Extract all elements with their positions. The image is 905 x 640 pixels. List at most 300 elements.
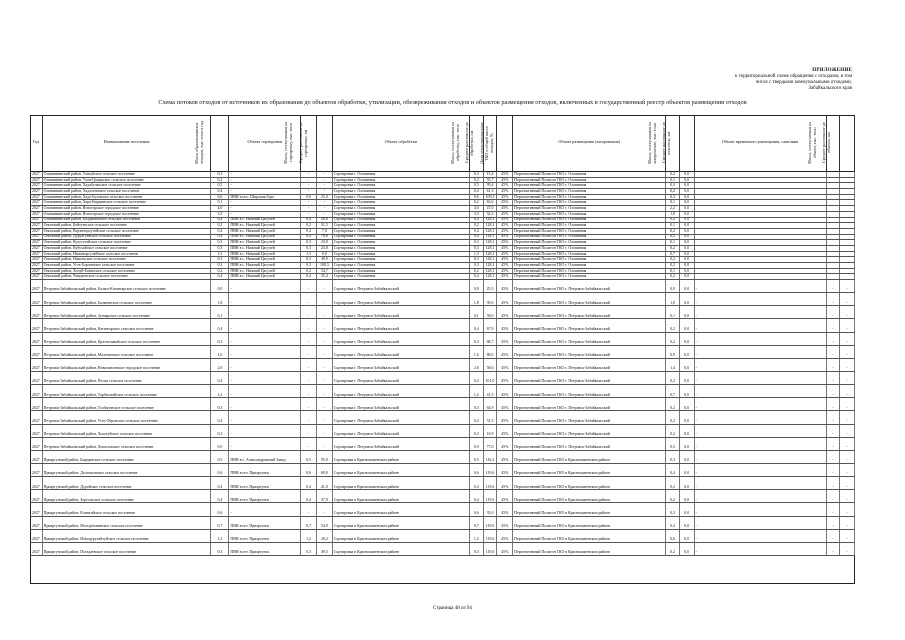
cell-text: 1,6	[473, 353, 479, 358]
cell-text: 101,0	[485, 379, 495, 384]
table-cell	[301, 212, 317, 217]
table-cell	[211, 359, 229, 371]
cell-text: 2027	[31, 445, 40, 450]
cell-text: 45%	[501, 217, 509, 222]
table-cell	[695, 212, 827, 217]
table-cell	[497, 398, 513, 410]
table-body	[30, 172, 855, 556]
table-cell	[827, 503, 841, 515]
table-cell	[513, 385, 666, 397]
cell-text: 0,3	[473, 431, 479, 436]
table-cell	[470, 411, 484, 423]
table-cell	[840, 257, 855, 262]
table-cell	[497, 425, 513, 437]
cell-text: 0,0	[684, 392, 690, 397]
table-cell	[484, 252, 498, 257]
table-cell	[211, 411, 229, 423]
table-cell	[827, 274, 841, 279]
table-cell	[666, 477, 680, 489]
cell-text: 0,3	[217, 257, 223, 262]
table-row	[30, 451, 855, 464]
cell-text: 2027	[31, 339, 40, 344]
cell-text: Ононский район, Верхнецасучейское сельское поселение	[43, 228, 139, 233]
cell-text: Перспективный Полигон ТКО г. Оловянная	[514, 268, 587, 273]
table-cell	[43, 274, 212, 279]
table-cell	[695, 438, 827, 450]
column-header-label: Доля утилизированных ТКО в общей массе отходов, %	[478, 122, 494, 164]
cell-text: 1,3	[473, 251, 479, 256]
table-cell	[513, 293, 666, 305]
cell-text: Сортировка г. Петровск-Забайкальский	[333, 431, 399, 436]
cell-text: -	[832, 326, 834, 331]
table-cell	[211, 229, 229, 234]
table-cell	[680, 200, 695, 205]
table-cell	[666, 398, 680, 410]
cell-text: 0,2	[670, 188, 675, 193]
table-cell	[211, 218, 229, 223]
table-cell	[211, 269, 229, 274]
table-cell	[43, 223, 212, 228]
cell-text: 45%	[501, 339, 509, 344]
table-cell	[484, 503, 498, 515]
cell-text: ПВН в с. Нижний Цасучей	[230, 240, 275, 245]
table-cell	[317, 280, 333, 292]
table-row	[30, 319, 855, 332]
table-cell	[484, 229, 498, 234]
cell-text: -	[307, 300, 310, 305]
table-cell	[666, 385, 680, 397]
cell-text: 2027	[31, 177, 40, 182]
table-cell	[695, 293, 827, 305]
table-cell	[840, 530, 855, 542]
cell-text: -	[846, 287, 848, 292]
cell-text: -	[230, 392, 232, 397]
cell-text: 0,3	[670, 510, 675, 515]
cell-text: -	[832, 550, 834, 555]
cell-text: Приаргунский район, Новоцурухайтуйское сельское поселение	[43, 537, 149, 542]
cell-text: Петровск-Забайкальский район, Катангарское сельское поселение	[43, 326, 154, 331]
table-cell	[301, 490, 317, 502]
cell-text: 0,6	[217, 194, 223, 199]
cell-text: 45%	[501, 405, 509, 410]
table-cell	[333, 189, 470, 194]
cell-text: 2027	[31, 251, 40, 256]
table-cell	[229, 252, 301, 257]
table-cell	[317, 464, 333, 476]
table-cell	[484, 195, 498, 200]
cell-text: Перспективный Полигон ТКО г. Петровск-Забайкальский	[514, 366, 610, 371]
cell-text: Перспективный Полигон ТКО г. Петровск-Забайкальский	[514, 339, 610, 344]
cell-text: 0,0	[684, 353, 690, 358]
cell-text: Сортировка г. Оловянная	[333, 262, 376, 267]
annex-title: ПРИЛОЖЕНИЕ	[812, 68, 852, 73]
cell-text: -	[230, 200, 232, 205]
cell-text: Оловяннинский район, Хадабулакское сельское поселение	[43, 183, 141, 188]
table-cell	[666, 269, 680, 274]
table-cell	[333, 252, 470, 257]
table-cell	[827, 252, 841, 257]
cell-text: Перспективный Полигон ТКО г. Оловянная	[514, 200, 587, 205]
table-cell	[484, 263, 498, 268]
cell-text: 2027	[31, 523, 40, 528]
table-cell	[470, 503, 484, 515]
table-cell	[840, 229, 855, 234]
cell-text: Приаргунский район, Клинтайское сельское поселение	[43, 510, 136, 515]
table-cell	[513, 172, 666, 177]
cell-text: 0,0	[684, 262, 690, 267]
cell-text: 0,4	[306, 234, 311, 239]
table-cell	[30, 246, 43, 251]
cell-text: -	[695, 339, 697, 344]
table-cell	[333, 464, 470, 476]
table-cell	[301, 398, 317, 410]
cell-text: 45%	[501, 550, 509, 555]
table-cell	[497, 372, 513, 384]
column-header-label: Масса, поступившая на обработку, тыс. тонн	[450, 121, 461, 165]
table-cell	[497, 280, 513, 292]
cell-text: 119,6	[485, 523, 495, 528]
cell-text: -	[832, 418, 834, 423]
table-cell	[484, 372, 498, 384]
cell-text: 0,2	[670, 234, 675, 239]
column-header-label: Объект сортировки	[247, 139, 282, 144]
cell-text: 1,6	[217, 353, 223, 358]
table-cell	[666, 464, 680, 476]
cell-text: ПВН в пгт. Приаргунск	[230, 523, 270, 528]
table-cell	[43, 398, 212, 410]
cell-text: 0,4	[306, 217, 311, 222]
table-cell	[680, 172, 695, 177]
cell-text: 0,6	[473, 510, 479, 515]
cell-text: ПВН в пгт. Приаргунск	[230, 497, 270, 502]
cell-text: -	[230, 211, 232, 216]
table-cell	[43, 490, 212, 502]
table-cell	[317, 269, 333, 274]
cell-text: 0,1	[670, 313, 675, 318]
cell-text: 2027	[31, 228, 40, 233]
table-cell	[513, 477, 666, 489]
cell-text: 45%	[501, 287, 509, 292]
cell-text: 0,0	[321, 251, 327, 256]
cell-text: 0,2	[670, 228, 675, 233]
cell-text: 0,0	[684, 405, 690, 410]
table-cell	[513, 451, 666, 463]
cell-text: 119,6	[485, 537, 495, 542]
table-cell	[680, 530, 695, 542]
table-cell	[484, 189, 498, 194]
table-cell	[695, 333, 827, 345]
column-header-label: Масса, поступившая на объект, тыс. тонн	[806, 121, 817, 165]
table-cell	[30, 252, 43, 257]
cell-text: Сортировка г. Петровск-Забайкальский	[333, 392, 399, 397]
table-cell	[317, 372, 333, 384]
cell-text: 45%	[501, 523, 509, 528]
table-cell	[840, 306, 855, 318]
cell-text: -	[323, 366, 325, 371]
cell-text: 45%	[501, 366, 509, 371]
cell-text: 119,6	[485, 471, 495, 476]
cell-text: Петровск-Забайкальский район, Хошеловское сельское поселение	[43, 445, 154, 450]
cell-text: -	[832, 458, 834, 463]
cell-text: 0,2	[670, 217, 675, 222]
table-cell	[43, 503, 212, 515]
cell-text: -	[307, 211, 310, 216]
cell-text: 0,3	[217, 240, 223, 245]
table-cell	[317, 218, 333, 223]
cell-text: 0,0	[684, 431, 690, 436]
cell-text: -	[307, 431, 310, 436]
cell-text: Сортировка г. Оловянная	[333, 183, 376, 188]
table-cell	[229, 530, 301, 542]
table-cell	[229, 246, 301, 251]
table-cell	[301, 183, 317, 188]
cell-text: -	[230, 171, 232, 176]
table-row	[30, 333, 855, 346]
cell-text: -	[846, 353, 848, 358]
cell-text: -	[323, 431, 325, 436]
cell-text: Перспективный Полигон ТКО г. Оловянная	[514, 251, 587, 256]
table-cell	[680, 438, 695, 450]
cell-text: 0,5	[217, 458, 223, 463]
cell-text: 0,6	[473, 471, 479, 476]
table-cell	[333, 229, 470, 234]
table-cell	[666, 293, 680, 305]
table-cell	[513, 503, 666, 515]
table-cell	[229, 372, 301, 384]
table-cell	[680, 252, 695, 257]
table-cell	[30, 451, 43, 463]
cell-text: 108,3	[319, 262, 329, 267]
cell-text: -	[832, 537, 834, 542]
table-cell	[827, 385, 841, 397]
cell-text: Оловяннинский район, Улятуйское сельское поселение	[43, 171, 136, 176]
cell-text: -	[695, 313, 697, 318]
table-cell	[211, 543, 229, 555]
cell-text: 0,6	[217, 510, 223, 515]
table-cell	[513, 306, 666, 318]
cell-text: -	[846, 326, 848, 331]
cell-text: Петровск-Забайкальский район, Балягинское сельское поселение	[43, 300, 152, 305]
cell-text: ПВН в с. Нижний Цасучей	[230, 257, 275, 262]
table-cell	[470, 280, 484, 292]
table-cell	[211, 200, 229, 205]
column-header-label: Среднее расстояние до объекта, км	[821, 122, 832, 164]
cell-text: Перспективный Полигон ТКО г. Оловянная	[514, 234, 587, 239]
cell-text: ПВН в с. Нижний Цасучей	[230, 251, 275, 256]
cell-text: 0,0	[684, 550, 690, 555]
table-cell	[43, 235, 212, 240]
table-cell	[317, 503, 333, 515]
cell-text: 45%	[501, 510, 509, 515]
table-cell	[470, 530, 484, 542]
table-cell	[333, 280, 470, 292]
table-cell	[827, 206, 841, 211]
cell-text: -	[695, 550, 697, 555]
table-cell	[827, 269, 841, 274]
table-cell	[229, 206, 301, 211]
cell-text: Сортировка г. Оловянная	[333, 228, 376, 233]
table-cell	[695, 223, 827, 228]
cell-text: Перспективный Полигон ТКО г. Петровск-Забайкальский	[514, 392, 610, 397]
cell-text: Ононский район, Кулусутайское сельское поселение	[43, 240, 131, 245]
table-cell	[497, 189, 513, 194]
cell-text: Петровск-Забайкальский район, Новопавловское городское поселение	[43, 366, 161, 371]
cell-text: 61,3	[486, 188, 494, 193]
table-cell	[43, 178, 212, 183]
table-cell	[666, 200, 680, 205]
table-cell	[695, 200, 827, 205]
table-cell	[497, 172, 513, 177]
table-cell	[666, 372, 680, 384]
cell-text: -	[846, 431, 848, 436]
cell-text: 0,3	[217, 339, 223, 344]
cell-text: Перспективный Полигон ТКО г. Оловянная	[514, 240, 587, 245]
table-cell	[680, 240, 695, 245]
table-cell	[680, 178, 695, 183]
cell-text: 95,4	[486, 183, 494, 188]
cell-text: 0,0	[684, 510, 690, 515]
table-cell	[680, 319, 695, 331]
table-cell	[211, 274, 229, 279]
column-header-label: Масса образовавшихся отходов, тыс. тонн в год	[193, 121, 204, 165]
table-cell	[827, 411, 841, 423]
table-cell	[513, 274, 666, 279]
table-cell	[666, 425, 680, 437]
cell-text: Перспективный Полигон ТКО г. Петровск-Забайкальский	[514, 300, 610, 305]
table-cell	[497, 477, 513, 489]
cell-text: -	[832, 445, 834, 450]
cell-text: 45%	[501, 353, 509, 358]
table-cell	[484, 517, 498, 529]
table-cell	[695, 464, 827, 476]
cell-text: Оловяннинский район, Ясногорское городское поселение	[43, 206, 140, 211]
table-cell	[333, 319, 470, 331]
table-cell	[317, 543, 333, 555]
cell-text: Сортировка г. Петровск-Забайкальский	[333, 405, 399, 410]
cell-text: 0,3	[670, 194, 675, 199]
cell-text: Сортировка г. Оловянная	[333, 177, 376, 182]
cell-text: 0,0	[684, 206, 690, 211]
table-cell	[484, 212, 498, 217]
table-cell	[333, 372, 470, 384]
table-cell	[317, 235, 333, 240]
table-cell	[497, 517, 513, 529]
cell-text: 0,2	[670, 171, 675, 176]
cell-text: -	[230, 287, 232, 292]
table-cell	[827, 280, 841, 292]
cell-text: -	[695, 392, 697, 397]
cell-text: -	[695, 510, 697, 515]
table-cell	[497, 183, 513, 188]
table-cell	[43, 385, 212, 397]
cell-text: 0,0	[684, 497, 690, 502]
cell-text: 2027	[31, 188, 40, 193]
cell-text: 119,6	[485, 484, 495, 489]
table-cell	[30, 172, 43, 177]
table-cell	[229, 464, 301, 476]
cell-text: 0,4	[473, 188, 479, 193]
table-cell	[513, 263, 666, 268]
cell-text: 7,0	[321, 228, 327, 233]
table-cell	[317, 178, 333, 183]
table-cell	[470, 178, 484, 183]
cell-text: 0,4	[217, 418, 223, 423]
cell-text: Петровск-Забайкальский район, Тарбагатайское сельское поселение	[43, 392, 157, 397]
cell-text: 0,6	[217, 471, 223, 476]
cell-text: 41,0	[320, 484, 328, 489]
cell-text: 0,4	[217, 274, 223, 279]
table-cell	[301, 372, 317, 384]
table-cell	[513, 183, 666, 188]
cell-text: Перспективный Полигон ТКО г. Оловянная	[514, 206, 587, 211]
table-cell	[30, 543, 43, 555]
table-cell	[827, 240, 841, 245]
column-header-label: Наименование поселения	[103, 139, 150, 144]
cell-text: 45%	[501, 471, 509, 476]
cell-text: Перспективный Полигон ТКО г. Оловянная	[514, 183, 587, 188]
table-cell	[333, 183, 470, 188]
table-cell	[840, 178, 855, 183]
table-cell	[229, 183, 301, 188]
cell-text: 0,3	[473, 240, 479, 245]
table-cell	[470, 195, 484, 200]
table-cell	[470, 246, 484, 251]
cell-text: Оловяннинский район, Улан-Цацыкское сельское поселение	[43, 177, 144, 182]
cell-text: 1,8	[670, 211, 675, 216]
table-cell	[840, 464, 855, 476]
table-cell	[211, 263, 229, 268]
table-cell	[666, 333, 680, 345]
table-cell	[695, 274, 827, 279]
table-cell	[666, 235, 680, 240]
table-cell	[211, 306, 229, 318]
cell-text: 0,1	[670, 223, 675, 228]
table-cell	[229, 503, 301, 515]
cell-text: -	[846, 339, 848, 344]
cell-text: Оловяннинский район, Хара-Бырцинское сельское поселение	[43, 200, 146, 205]
cell-text: -	[832, 339, 834, 344]
cell-text: 0,0	[684, 300, 690, 305]
cell-text: -	[323, 510, 325, 515]
table-cell	[229, 411, 301, 423]
table-cell	[695, 183, 827, 188]
cell-text: Сортировка г. Петровск-Забайкальский	[333, 366, 399, 371]
table-cell	[513, 425, 666, 437]
table-cell	[30, 178, 43, 183]
cell-text: 0,4	[306, 497, 311, 502]
cell-text: Перспективный Полигон ТКО г. Петровск-Забайкальский	[514, 405, 610, 410]
cell-text: 47,0	[486, 206, 494, 211]
cell-text: Сортировка г. Оловянная	[333, 211, 376, 216]
cell-text: Ононский район, Холуй-Базинское сельское поселение	[43, 268, 136, 273]
cell-text: Ононский район, Бейтунгское сельское поселение	[43, 223, 127, 228]
table-cell	[666, 411, 680, 423]
cell-text: Ононский район, Нижнецасучейское сельское поселение	[43, 251, 139, 256]
table-cell	[229, 223, 301, 228]
cell-text: -	[695, 431, 697, 436]
table-row	[30, 464, 855, 477]
table-cell	[680, 263, 695, 268]
table-cell	[333, 206, 470, 211]
cell-text: 0,4	[473, 497, 479, 502]
column-header-label: Среднее расстояние до сортировки, км	[298, 122, 309, 164]
table-cell	[680, 464, 695, 476]
cell-text: 0,4	[473, 484, 479, 489]
table-row	[30, 411, 855, 424]
table-cell	[333, 346, 470, 358]
table-cell	[680, 359, 695, 371]
cell-text: 2027	[31, 379, 40, 384]
